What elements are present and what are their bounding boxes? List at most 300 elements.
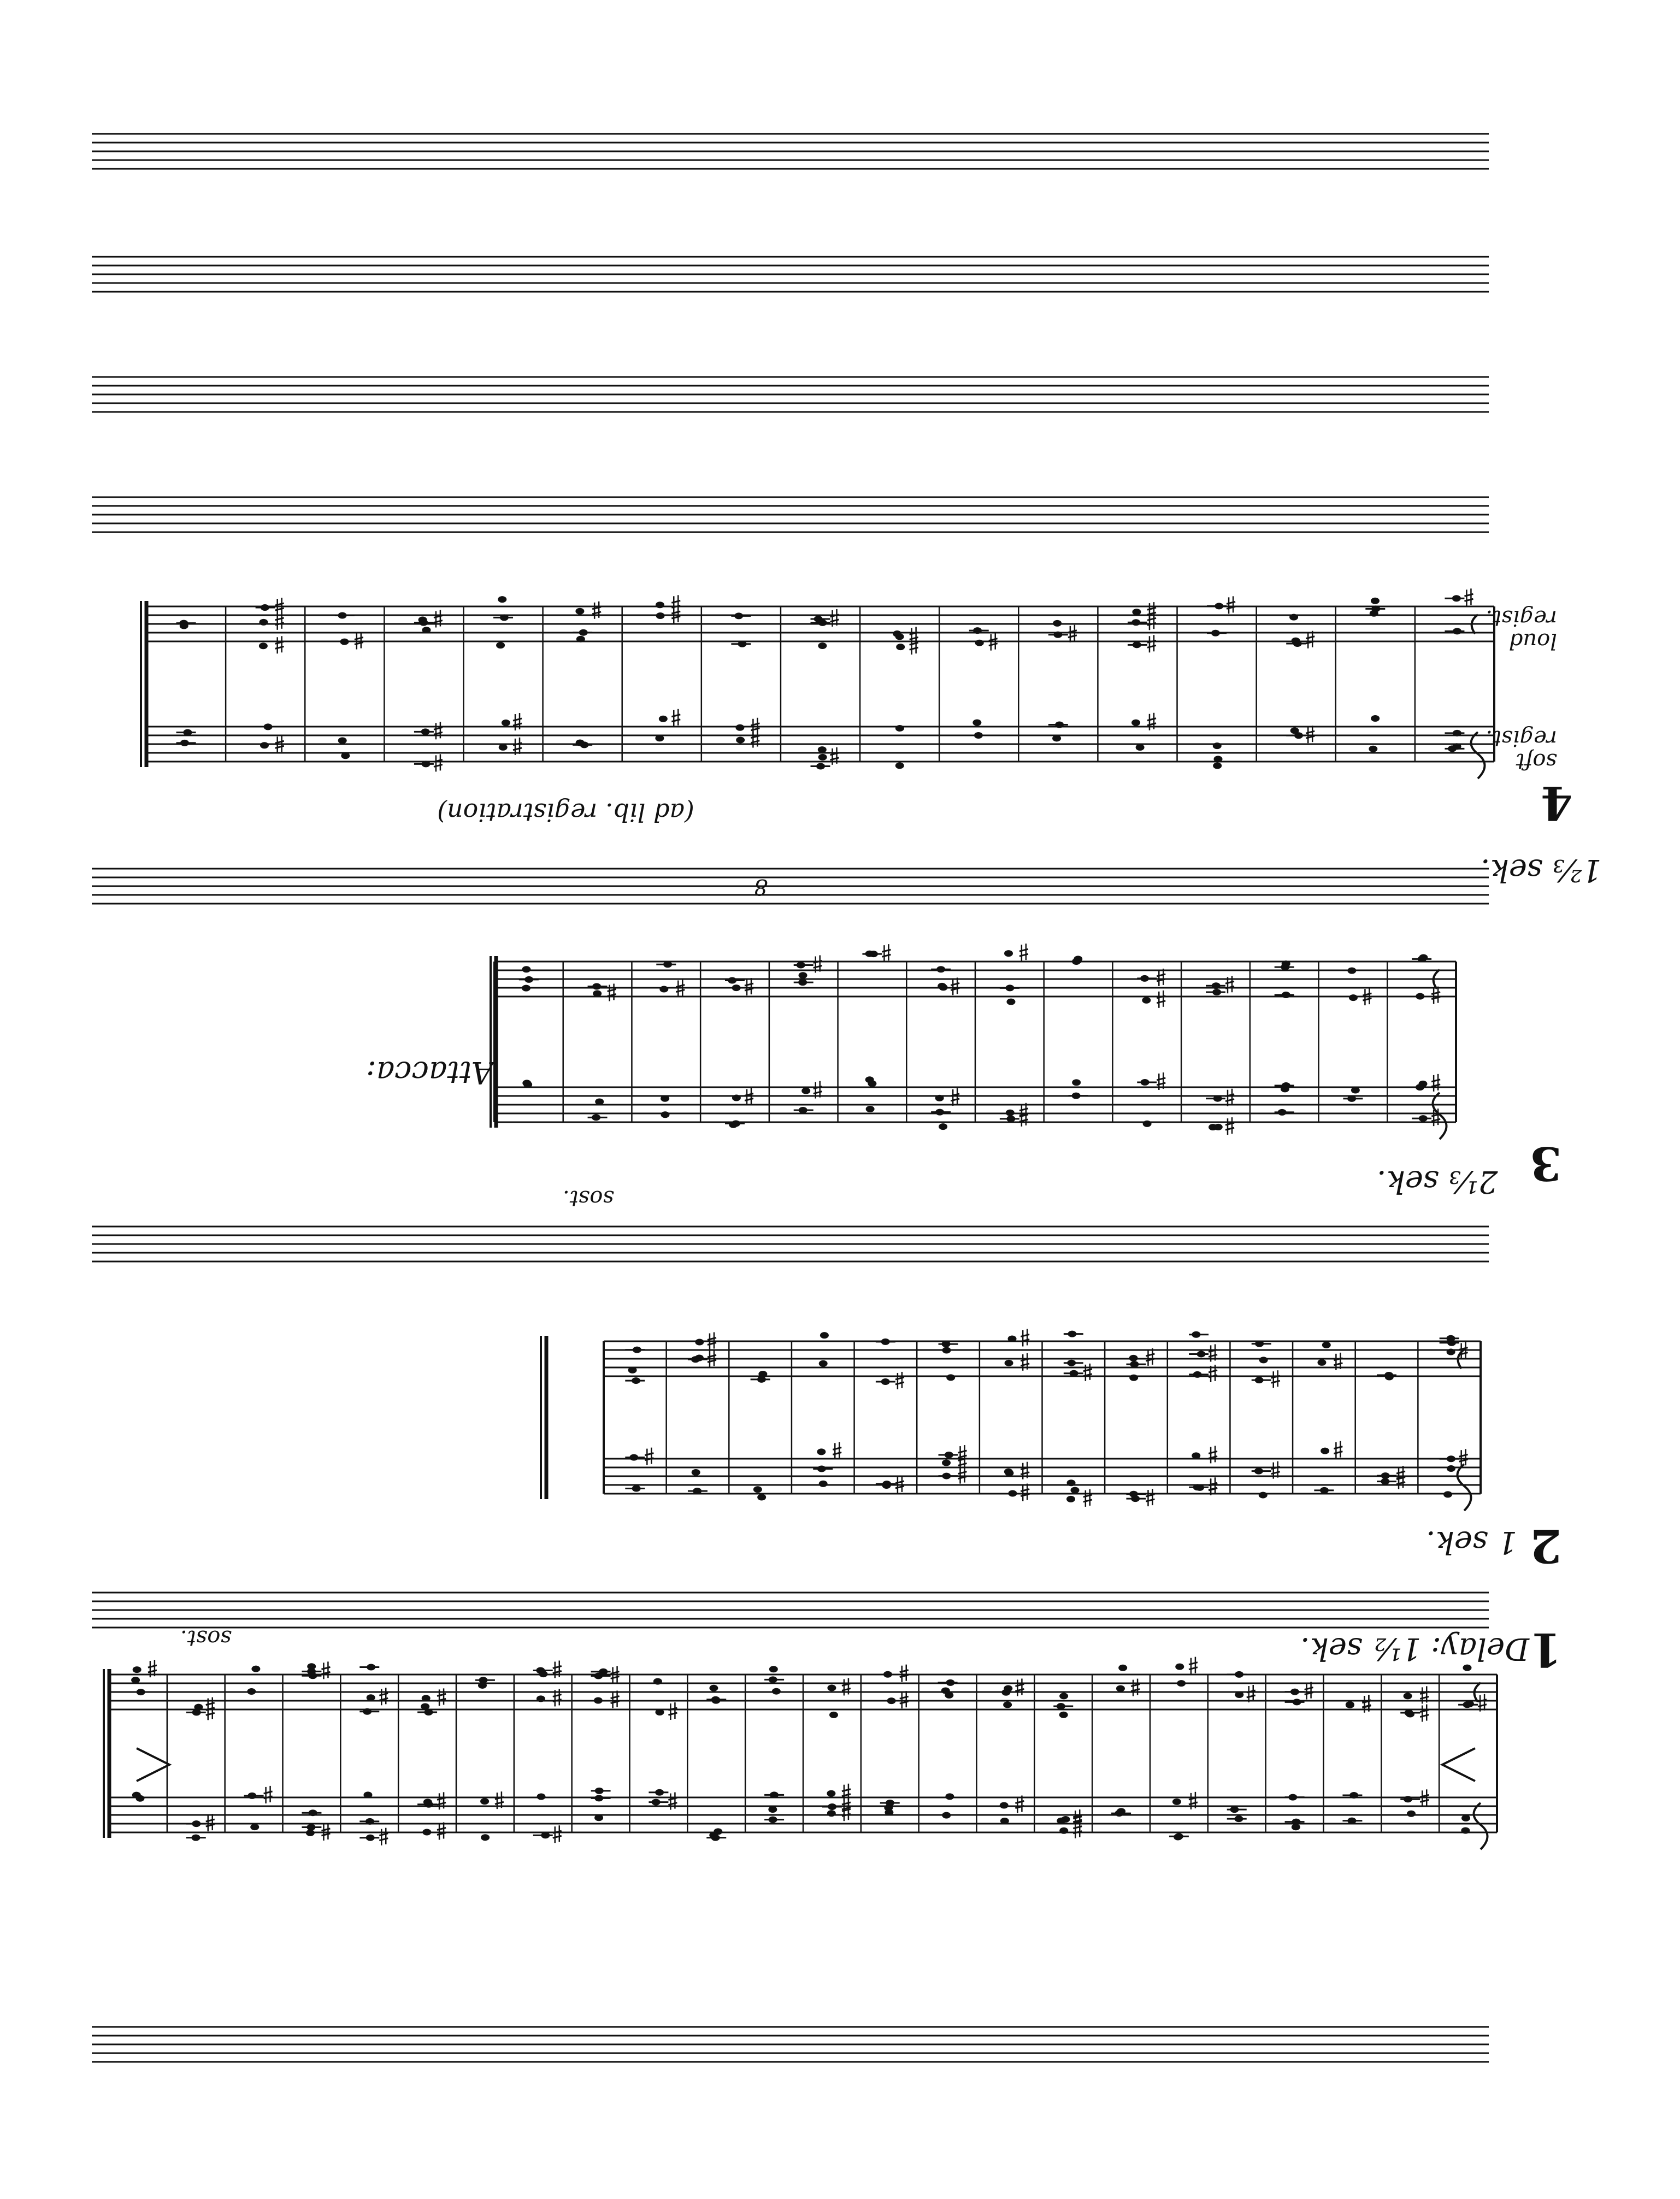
system-1-lower-note: [250, 1824, 259, 1830]
system-number-2: 2: [1530, 1519, 1562, 1573]
empty-staff-5: [92, 869, 1489, 904]
system-4-upper-note: [975, 640, 984, 646]
system-3-upper-note: [522, 985, 530, 992]
system-2-upper-note: [758, 1371, 767, 1377]
system-4-lower-note: [1052, 735, 1061, 741]
system-3-upper-note: [732, 984, 741, 991]
empty-staff-2: [92, 257, 1489, 292]
system-3-lower-note: [866, 1106, 875, 1112]
system-1-lower-note: [1117, 1808, 1125, 1814]
system-4-lower-note: [338, 738, 347, 744]
system-2-upper-note-accidental: [895, 1382, 904, 1384]
system-1-hairpin: [137, 1748, 169, 1781]
system-3-lower-note-accidental: [1431, 1080, 1440, 1082]
empty-staff-3: [92, 377, 1489, 412]
system-1-upper-note-accidental: [553, 1666, 562, 1668]
empty-staff-4: [92, 497, 1489, 532]
system-3-upper-note-accidental: [951, 983, 959, 985]
system-4-upper-note-accidental: [910, 647, 918, 650]
system-2-upper-note: [1008, 1335, 1017, 1342]
system-1-upper-note: [367, 1694, 375, 1701]
system-1-delay: Delay: 1½ sek.: [1300, 1631, 1529, 1666]
system-4-lower-note-accidental: [275, 746, 284, 748]
system-1-lower-note-accidental: [1189, 1802, 1198, 1805]
system-1-upper-note-accidental: [611, 1671, 620, 1673]
system-3-lower-note: [1281, 1086, 1289, 1092]
system-1-upper-note: [537, 1695, 545, 1702]
system-4-upper-note-accidental: [1464, 599, 1473, 601]
system-2-upper-note: [1317, 1359, 1326, 1366]
system-4-lower-note: [818, 754, 827, 760]
system-4-lower-note: [1131, 720, 1140, 726]
system-1-upper-note: [1175, 1664, 1184, 1670]
system-2-upper-note: [819, 1360, 828, 1367]
system-1-lower-note-accidental: [1073, 1826, 1082, 1829]
system-3-upper-note-accidental: [676, 985, 685, 987]
system-2-upper-note-accidental: [708, 1337, 716, 1340]
empty-staff-8: [92, 2027, 1489, 2062]
system-4-upper-note: [1371, 598, 1380, 604]
system-2-lower-note: [942, 1459, 951, 1466]
system-3-lower-note: [935, 1095, 944, 1101]
system-1-upper-note: [422, 1695, 431, 1701]
system-3-lower-note-accidental: [1225, 1128, 1234, 1130]
system-4-upper-note-accidental: [434, 621, 443, 623]
system-2-lower-note-accidental: [958, 1463, 967, 1465]
system-1-upper-note-accidental: [1131, 1689, 1140, 1691]
system-1-lower-note-accidental: [1015, 1801, 1024, 1803]
system-4-upper-note: [422, 627, 431, 633]
system-4-upper-note-accidental: [989, 644, 998, 646]
system-1-upper-note: [131, 1677, 140, 1683]
system-4-lower-note: [655, 735, 664, 741]
system-2-lower-note: [819, 1481, 828, 1487]
system-2-lower-note-accidental: [833, 1452, 841, 1454]
system-2-lower-note-accidental: [1146, 1494, 1154, 1496]
system-1-lower-note: [1407, 1811, 1416, 1817]
system-4-lower-note-accidental: [830, 758, 839, 760]
system-4-upper-note: [656, 602, 664, 608]
system-1-upper-note: [1346, 1701, 1354, 1708]
system-2-lower-note-accidental: [1209, 1488, 1217, 1490]
system-1-upper-note-accidental: [842, 1688, 851, 1690]
system-4-upper-note-accidental: [1227, 602, 1235, 604]
system-1-lower-note-accidental: [206, 1819, 215, 1821]
system-2-lower-note-accidental: [1334, 1447, 1342, 1449]
system-1-upper-note-accidental: [1189, 1667, 1198, 1670]
system-2-lower-note: [1321, 1448, 1329, 1454]
system-2-lower-note-accidental: [645, 1453, 653, 1455]
system-2-lower-note: [757, 1494, 766, 1501]
system-4-upper-note-accidental: [1464, 594, 1473, 596]
system-3-upper-note-accidental: [1363, 998, 1371, 1000]
system-4-clef: [1471, 732, 1485, 779]
system-1-upper-note: [539, 1671, 547, 1677]
system-1-lower-note-accidental: [437, 1828, 446, 1830]
system-1-upper-note-accidental: [148, 1670, 157, 1672]
system-3-lower-note-accidental: [1157, 1078, 1165, 1080]
system-1-upper-note: [829, 1712, 838, 1718]
empty-staff-6: [92, 1227, 1489, 1261]
system-2-upper-note: [1129, 1375, 1138, 1381]
system-1-lower-note-accidental: [668, 1803, 677, 1805]
system-3-upper-note-accidental: [1431, 992, 1440, 994]
system-3-lower-note-accidental: [1019, 1119, 1028, 1122]
system-1-upper-note-accidental: [1189, 1662, 1198, 1665]
system-3-lower-note: [1214, 1124, 1223, 1130]
system-1-lower-note: [945, 1793, 954, 1800]
system-4-lower-note: [895, 762, 904, 769]
system-1-upper-note-accidental: [553, 1694, 562, 1696]
system-2-lower-note: [1070, 1487, 1079, 1494]
system-1-clef: [1474, 1803, 1488, 1849]
system-1-upper-note-accidental: [1305, 1688, 1313, 1690]
system-3-upper-note-accidental: [1157, 974, 1165, 976]
system-3-upper-note-accidental: [1363, 993, 1371, 995]
system-1-upper-note: [1118, 1665, 1127, 1671]
system-4-lower-note: [895, 725, 904, 732]
system-1-upper-note-accidental: [1247, 1695, 1255, 1697]
system-3-upper-note-accidental: [882, 954, 891, 957]
system-1-lower-note: [884, 1805, 893, 1811]
system-1-upper-note-accidental: [1015, 1689, 1024, 1691]
system-1-lower-note-accidental: [206, 1824, 215, 1826]
system-3-lower-note-accidental: [1225, 1099, 1234, 1101]
system-2-lower-note: [1443, 1491, 1452, 1498]
system-2-lower-note-accidental: [1083, 1500, 1092, 1502]
system-2-lower-note-accidental: [1396, 1482, 1405, 1484]
system-3-upper-note-accidental: [1157, 1001, 1165, 1003]
system-number-3: 3: [1530, 1136, 1562, 1190]
system-4-lower-note-accidental: [671, 715, 680, 717]
system-3-upper-note-accidental: [1019, 949, 1028, 951]
system-2-upper-note: [946, 1374, 955, 1381]
system-2-upper-note: [695, 1339, 704, 1345]
system-2-upper-note-accidental: [708, 1342, 716, 1345]
system-1-lower-note-accidental: [842, 1794, 851, 1796]
system-4-lower-note: [1371, 715, 1380, 722]
system-4-lower-note: [576, 739, 585, 746]
system-1-upper-note-accidental: [206, 1713, 215, 1715]
system-1-upper-note: [1059, 1693, 1068, 1699]
system-2-lower-note: [1447, 1465, 1455, 1472]
system-3-lower-note-accidental: [951, 1099, 959, 1101]
system-1-lower-note-accidental: [553, 1836, 562, 1838]
system-4-upper-note: [576, 636, 585, 642]
system-2-lower-note: [1005, 1470, 1013, 1476]
system-2-upper-note: [1005, 1360, 1013, 1366]
system-1-upper-note: [1404, 1693, 1412, 1699]
system-1-upper-note: [478, 1682, 487, 1689]
ottava-mark: 8: [754, 874, 768, 899]
system-1-upper-note-accidental: [1420, 1696, 1429, 1699]
system-4-lower-note: [1213, 763, 1222, 769]
system-1-upper-note: [769, 1666, 778, 1672]
system-1-upper-note-accidental: [900, 1696, 909, 1699]
system-3-lower-note: [868, 1080, 876, 1087]
system-4-upper-note: [259, 642, 268, 649]
system-3-upper-note-accidental: [882, 950, 891, 952]
system-number-4: 4: [1541, 776, 1573, 830]
system-3-lower-note-accidental: [1019, 1109, 1028, 1111]
system-1-lower-note-accidental: [264, 1791, 273, 1794]
system-1-upper-note-accidental: [1478, 1705, 1487, 1707]
system-1-upper-note-accidental: [206, 1703, 215, 1705]
system-1-lower-note: [135, 1795, 144, 1802]
system-number-1: 1: [1530, 1623, 1562, 1677]
system-4-upper-note: [896, 644, 905, 650]
system-2-upper-note: [1322, 1342, 1331, 1348]
system-4-upper-note-accidental: [910, 637, 918, 639]
system-4-upper-note: [259, 619, 268, 626]
system-2-upper-note: [1129, 1355, 1138, 1361]
system-2-upper-note-accidental: [1209, 1354, 1217, 1357]
system-1-lower-note-accidental: [495, 1802, 504, 1804]
system-3-lower-note: [801, 1088, 810, 1094]
system-1-upper-note: [883, 1671, 892, 1678]
system-1-lower-note-accidental: [321, 1829, 330, 1831]
system-3-lower-note-accidental: [1225, 1123, 1234, 1125]
system-1-lower-note: [1059, 1827, 1068, 1834]
system-1-upper-note-accidental: [668, 1713, 677, 1715]
system-3-upper-note: [938, 983, 946, 989]
system-4-upper-note: [1289, 614, 1298, 621]
system-1-lower-note: [827, 1810, 836, 1817]
system-1-lower-note: [423, 1799, 432, 1805]
system-4-lower-note: [1369, 746, 1377, 752]
system-1-upper-note: [709, 1685, 718, 1691]
system-2-upper-note: [942, 1347, 951, 1354]
system-4-lower-note: [502, 720, 510, 726]
system-1-upper-note: [594, 1697, 603, 1704]
system-3-upper-note-accidental: [745, 983, 753, 986]
system-1-upper-note-accidental: [1420, 1715, 1429, 1717]
system-4-upper-note: [656, 612, 665, 619]
system-3-upper-note-accidental: [608, 989, 616, 992]
system-1-lower-note: [481, 1834, 490, 1841]
system-4-upper-note: [496, 642, 505, 649]
system-1-upper-note: [711, 1697, 720, 1704]
system-4-upper-note-accidental: [671, 600, 680, 603]
system-4-lower-note: [1136, 744, 1145, 751]
system-4-lower-note: [260, 742, 269, 748]
system-1-lower-note-accidental: [437, 1802, 446, 1805]
system-1-lower-note-accidental: [842, 1802, 851, 1805]
system-2-lower-note-accidental: [1459, 1459, 1468, 1461]
system-4-upper-note-accidental: [830, 620, 839, 622]
system-2-clef: [1458, 1464, 1471, 1511]
system-4-upper-note-accidental: [355, 638, 363, 640]
system-1-upper-note: [655, 1709, 664, 1715]
system-3-upper-note: [1416, 993, 1424, 1000]
system-4-delay: 1⅔ sek.: [1481, 852, 1602, 888]
system-4-lower-note: [264, 723, 273, 730]
system-3-upper-note: [593, 991, 602, 997]
system-4-upper-note-accidental: [671, 611, 680, 614]
system-1-lower-note-accidental: [379, 1834, 388, 1836]
system-1-upper-note-accidental: [379, 1693, 388, 1695]
system-2-lower-note-accidental: [958, 1472, 967, 1474]
system-1-lower-note: [1461, 1815, 1470, 1821]
system-4-upper-note-accidental: [671, 616, 680, 618]
system-3-lower-note: [939, 1123, 947, 1130]
empty-staff-1: [92, 134, 1489, 169]
system-4-lower-note-accidental: [1147, 723, 1156, 726]
system-3-upper-note: [1142, 997, 1151, 1004]
system-4-lower-note-accidental: [513, 723, 522, 726]
system-4-upper-note-accidental: [275, 608, 284, 610]
system-1-upper-note: [1003, 1701, 1012, 1708]
system-2-upper-note: [628, 1367, 637, 1373]
system-3-lower-note-accidental: [1431, 1119, 1440, 1121]
system-3-upper-note-accidental: [814, 965, 822, 968]
system-2-lower-note-accidental: [1021, 1489, 1029, 1491]
system-4-upper-note-accidental: [275, 618, 284, 620]
system-1-upper-note: [1465, 1701, 1474, 1707]
system-1-upper-note: [133, 1666, 142, 1673]
system-2-lower-note-accidental: [1209, 1451, 1217, 1453]
system-4-lower-note-accidental: [671, 720, 680, 722]
system-1-upper-note: [1059, 1712, 1068, 1718]
system-4-lower-note-accidental: [1306, 731, 1314, 733]
system-2-lower-note-accidental: [1083, 1495, 1092, 1497]
system-2-lower-note: [817, 1448, 826, 1455]
system-1-upper-note-accidental: [611, 1696, 620, 1699]
system-1-lower-note: [1057, 1818, 1065, 1824]
system-2-upper-note-accidental: [1334, 1363, 1342, 1365]
system-4-lower-note-accidental: [275, 741, 284, 743]
system-4-lower-note: [1214, 756, 1223, 762]
system-1-upper-note-accidental: [437, 1694, 446, 1696]
system-3-lower-note-accidental: [1157, 1083, 1165, 1085]
system-3-upper-note-accidental: [1019, 954, 1028, 956]
system-3-lower-note: [595, 1098, 604, 1105]
system-4-upper-note: [893, 630, 901, 637]
system-4-lower-note: [735, 724, 744, 731]
system-2-lower-note-accidental: [1396, 1471, 1405, 1473]
system-2-upper-note-accidental: [1209, 1370, 1217, 1372]
system-3-upper-note-accidental: [1225, 981, 1234, 983]
system-3-lower-note: [1143, 1121, 1152, 1127]
system-1-hairpin: [1442, 1748, 1475, 1781]
system-4-upper-note: [1132, 609, 1141, 615]
system-4-upper-note: [340, 639, 349, 645]
system-2-lower-note-accidental: [833, 1447, 841, 1449]
system-4-upper-note-accidental: [910, 642, 918, 645]
system-3-upper-note-accidental: [745, 988, 753, 991]
system-3-lower-note: [1418, 1081, 1427, 1087]
system-1-upper-note: [941, 1688, 950, 1694]
system-4-lower-note-accidental: [513, 718, 522, 721]
system-1-lower-note: [363, 1791, 372, 1798]
system-4-upper-note: [575, 608, 584, 615]
system-1-upper-note-accidental: [1131, 1684, 1140, 1687]
system-2-lower-note: [753, 1486, 762, 1493]
system-1-lower-note: [1000, 1818, 1009, 1824]
attacca-label: Attacca:: [366, 1054, 493, 1090]
system-1-lower-note: [768, 1806, 777, 1813]
system-1-lower-note: [306, 1830, 315, 1836]
system-4-lower-note-accidental: [751, 728, 759, 730]
system-1-upper-note-accidental: [611, 1676, 620, 1678]
system-3-upper-note: [1072, 958, 1081, 965]
system-4-upper-note-accidental: [1068, 635, 1077, 638]
system-3-delay: 2⅓ sek.: [1377, 1164, 1498, 1199]
system-1-lower-note: [1461, 1827, 1470, 1834]
system-1-upper-note-accidental: [900, 1670, 909, 1672]
system-4-upper-note-accidental: [355, 642, 363, 645]
system-2-lower-note-accidental: [1021, 1472, 1029, 1475]
system-2-lower-note: [1259, 1492, 1268, 1499]
system-1-upper-note: [887, 1697, 896, 1704]
system-4-upper-note-accidental: [1306, 636, 1314, 639]
system-3-upper-note: [659, 986, 668, 993]
system-3-upper-note: [1282, 960, 1290, 967]
system-2-lower-note-accidental: [1146, 1499, 1154, 1501]
system-4-lower-note: [341, 752, 350, 759]
system-2-upper-note-accidental: [708, 1355, 716, 1357]
system-1-upper-note: [772, 1688, 781, 1695]
system-2-lower-note-accidental: [1459, 1454, 1468, 1457]
system-2-lower-note-accidental: [1334, 1452, 1342, 1454]
empty-staff-7: [92, 1593, 1489, 1628]
system-2-lower-note: [692, 1469, 700, 1476]
system-3-upper-note-accidental: [676, 990, 685, 992]
system-1-upper-note: [251, 1666, 260, 1672]
system-3-upper-note: [1349, 994, 1358, 1001]
system-1-lower-note: [1172, 1799, 1181, 1805]
system-4-lower-note-accidental: [1306, 736, 1314, 738]
system-4-upper-note-accidental: [592, 612, 601, 614]
system-1-upper-note-accidental: [553, 1671, 562, 1673]
system-4-lower-note-accidental: [434, 732, 443, 734]
system-4-lower-note-accidental: [434, 764, 443, 767]
system-4-lower-note-accidental: [434, 727, 443, 729]
system-1-lower-note: [1000, 1802, 1009, 1809]
loud-regist-label: loud regist.: [1486, 605, 1557, 653]
system-1-upper-note: [421, 1703, 429, 1709]
system-1-upper-note: [247, 1688, 256, 1695]
system-4-upper-note: [1053, 620, 1062, 627]
system-2-lower-note: [1008, 1490, 1017, 1497]
system-2-lower-note-accidental: [958, 1455, 967, 1458]
system-4-upper-note-accidental: [989, 639, 998, 641]
system-2-upper-note-accidental: [1271, 1381, 1280, 1383]
system-4-upper-note: [1292, 638, 1300, 644]
system-1-lower-note: [422, 1829, 431, 1836]
system-1-upper-note-accidental: [148, 1665, 157, 1667]
system-1-lower-note-accidental: [1420, 1800, 1429, 1802]
system-2-lower-note: [1067, 1479, 1076, 1486]
system-1-upper-note-accidental: [1015, 1684, 1024, 1686]
system-4-lower-note: [818, 746, 827, 753]
system-3-lower-note: [1072, 1079, 1081, 1086]
system-2-upper-note-accidental: [708, 1360, 716, 1362]
system-4-lower-note-accidental: [1147, 718, 1156, 721]
system-3-upper-note: [1347, 968, 1356, 974]
system-1-lower-note: [709, 1832, 718, 1838]
system-1-lower-note: [942, 1812, 951, 1819]
system-2-upper-note-accidental: [895, 1377, 904, 1379]
system-1-lower-note: [537, 1793, 546, 1800]
system-3-lower-note-accidental: [1431, 1084, 1440, 1087]
system-3-upper-note: [865, 951, 874, 957]
system-3-lower-note: [1006, 1110, 1015, 1116]
system-2-upper-note: [1447, 1349, 1455, 1355]
system-3-upper-note: [522, 966, 530, 972]
system-1-upper-note: [1177, 1680, 1186, 1687]
soft-regist-label: soft regist.: [1486, 726, 1557, 774]
